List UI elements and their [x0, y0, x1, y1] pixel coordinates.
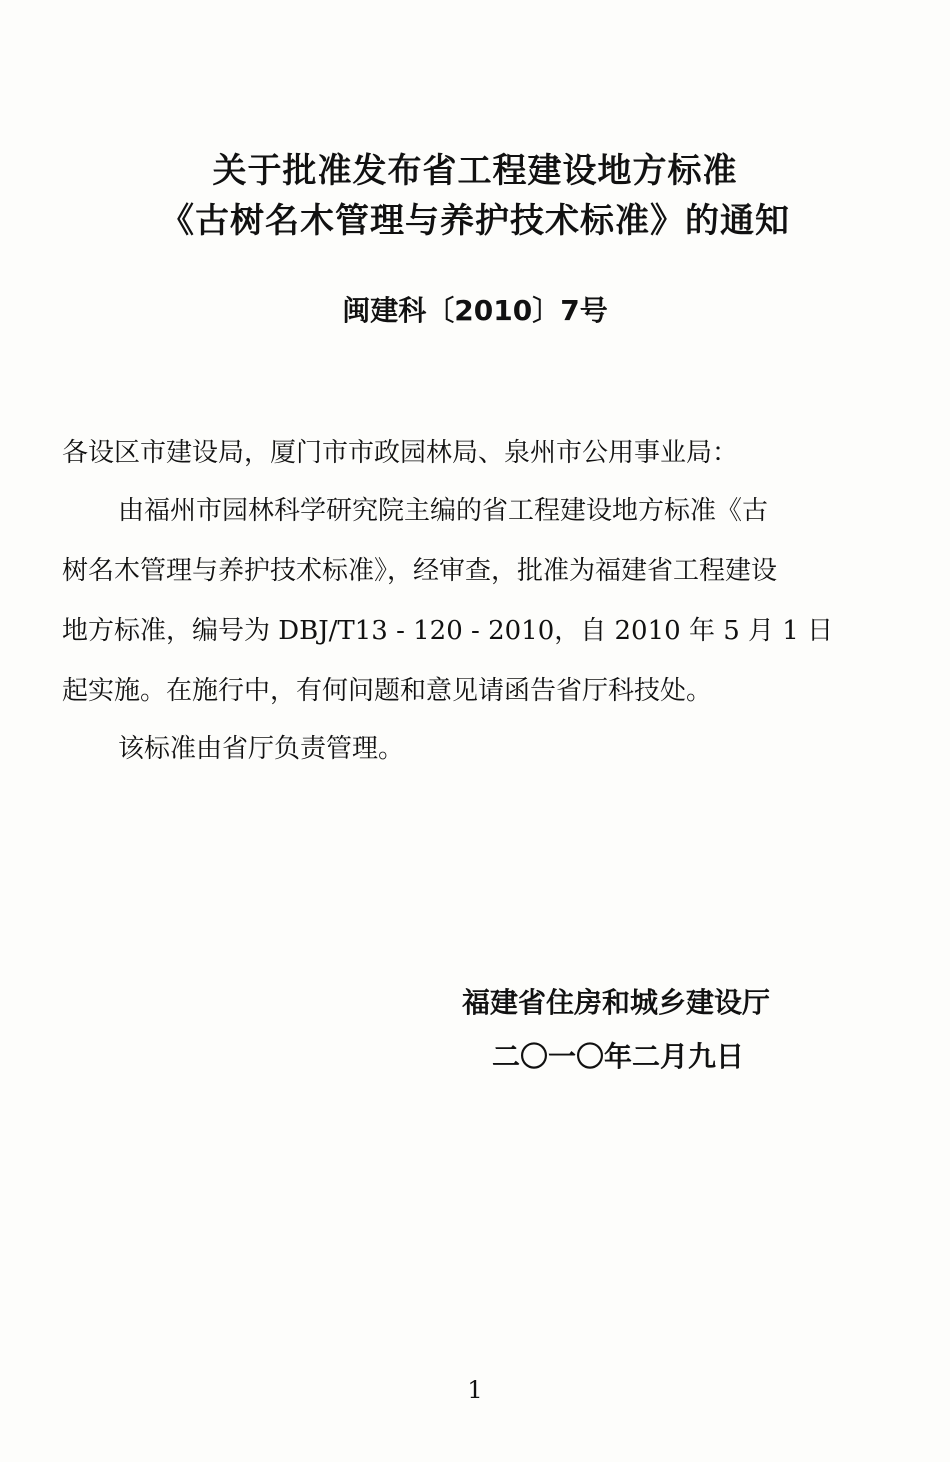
issuer-signature: 福建省住房和城乡建设厅: [462, 986, 771, 1019]
document-number: 闽建科〔2010〕7号: [342, 294, 608, 327]
title-line-2: 《古树名木管理与养护技术标准》的通知: [160, 201, 790, 241]
issue-date: 二〇一〇年二月九日: [492, 1040, 745, 1073]
title-line-1: 关于批准发布省工程建设地方标准: [212, 151, 738, 191]
paragraph1-line-2: 树名木管理与养护技术标准》，经审查，批准为福建省工程建设: [62, 556, 778, 586]
paragraph1-line-3: 地方标准，编号为 DBJ/T13 - 120 - 2010，自 2010 年 5 月 1 日: [62, 616, 834, 646]
paragraph2: 该标准由省厅负责管理。: [118, 734, 405, 764]
paragraph1-line-4: 起实施。在施行中，有何问题和意见请函告省厅科技处。: [62, 676, 713, 706]
paragraph1-line-1: 由福州市园林科学研究院主编的省工程建设地方标准《古: [118, 496, 769, 526]
page-number: 1: [467, 1376, 483, 1404]
addressee: 各设区市建设局，厦门市市政园林局、泉州市公用事业局：: [62, 438, 739, 468]
